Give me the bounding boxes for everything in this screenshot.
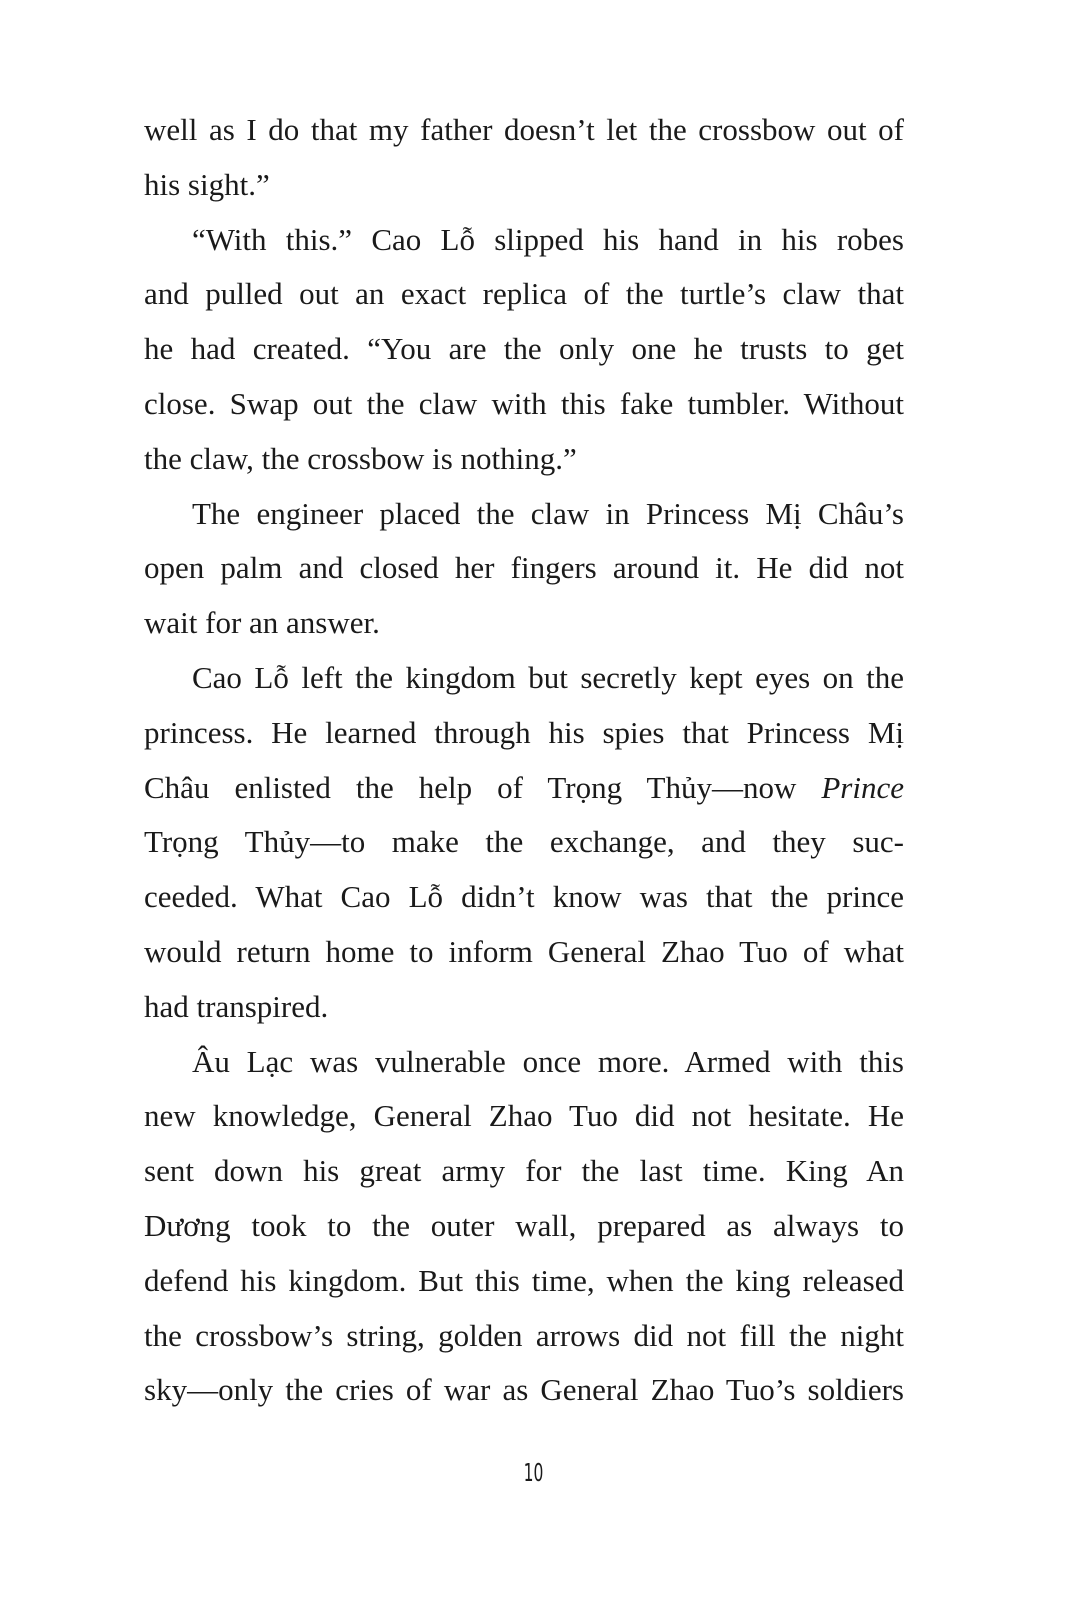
body-text <box>144 103 904 1418</box>
text-line: his sight.” <box>144 166 270 202</box>
text-line: Âu Lạc was vulnerable once more. Armed with this <box>192 1043 904 1079</box>
text-line: sky—only the cries of war as General Zhao Tuo’s soldiers <box>144 1372 904 1408</box>
text-line: Trọng Thủy—to make the exchange, and they suc- <box>144 824 904 860</box>
text-line: the crossbow’s string, golden arrows did not fill the night <box>144 1317 904 1353</box>
text-line: sent down his great army for the last time. King An <box>144 1153 904 1189</box>
text-line: ceeded. What Cao Lỗ didn’t know was that the prince <box>144 879 904 915</box>
italic-word: Prince <box>821 769 904 805</box>
text-line: The engineer placed the claw in Princess Mị Châu’s <box>192 495 904 531</box>
text-line: wait for an answer. <box>144 605 380 641</box>
text-line: Cao Lỗ left the kingdom but secretly kept eyes on the <box>192 659 904 695</box>
text-segment: Châu enlisted the help of Trọng Thủy—now <box>144 769 822 805</box>
page-number: 10 <box>523 1458 544 1487</box>
text-line: he had created. “You are the only one he trusts to get <box>144 331 904 367</box>
text-line: Dương took to the outer wall, prepared as always to <box>144 1207 904 1243</box>
text-line: defend his kingdom. But this time, when the king released <box>144 1262 904 1298</box>
text-line: “With this.” Cao Lỗ slipped his hand in his robes <box>192 221 904 257</box>
text-line: the claw, the crossbow is nothing.” <box>144 440 577 476</box>
text-line: new knowledge, General Zhao Tuo did not hesitate. He <box>144 1098 904 1134</box>
text-line: well as I do that my father doesn’t let the crossbow out of <box>144 112 904 147</box>
text-line <box>144 761 904 816</box>
text-line: would return home to inform General Zhao Tuo of what <box>144 933 904 969</box>
text-line: princess. He learned through his spies that Princess Mị <box>144 714 904 750</box>
text-line: and pulled out an exact replica of the turtle’s claw that <box>144 276 904 312</box>
text-line: open palm and closed her fingers around it. He did not <box>144 550 904 586</box>
text-line: had transpired. <box>144 988 329 1024</box>
text-line: close. Swap out the claw with this fake tumbler. Without <box>144 385 904 421</box>
